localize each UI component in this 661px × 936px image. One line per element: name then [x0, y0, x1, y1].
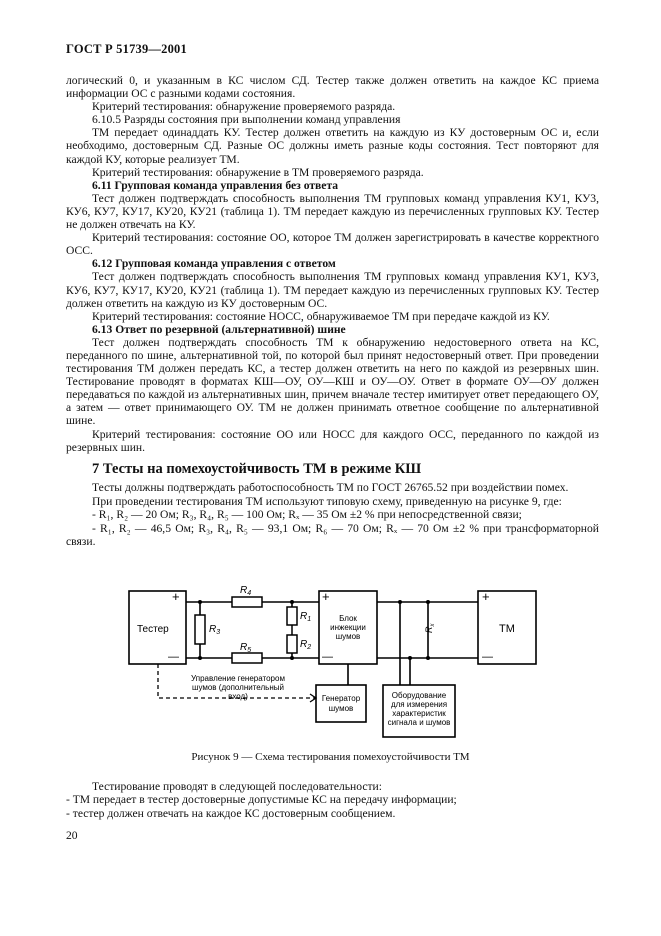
paragraph: ТМ передает одинаддать КУ. Тестер должен ответить на каждую из КУ достоверным ОС и, если необходимо, достоверным СД. Разные ОС должны иметь разные коды состояния. Тест повторяют для каждой КУ, которые реализует ТМ.: [66, 126, 599, 166]
injector-plus: +: [322, 589, 330, 604]
paragraph: При проведении тестирования ТМ используют типовую схему, приведенную на рисунке 9, где:: [92, 494, 562, 508]
list-item: - R₁, R₂ — 20 Ом; R₃, R₄, R₅ — 100 Ом; Rₓ — 35 Ом ±2 % при непосредственной связи;: [92, 508, 522, 522]
tester-minus: —: [168, 651, 179, 663]
injector-label-2: инжекции: [330, 623, 366, 632]
paragraph: Критерий тестирования: обнаружение проверяемого разряда.: [92, 100, 396, 114]
list-item: - R₁, R₂ — 46,5 Ом; R₃, R₄, R₅ — 93,1 Ом; R₆ — 70 Ом; Rₓ — 70 Ом ±2 % при трансформаторной связи.: [66, 521, 599, 549]
r4-label: $R_4$: [240, 585, 252, 597]
section-heading-7: 7 Тесты на помехоустойчивость ТМ в режиме КШ: [92, 461, 422, 477]
equipment-label-1: Оборудование: [391, 691, 447, 700]
tester-plus: +: [172, 589, 180, 604]
control-label-2: шумов (дополнительный: [192, 683, 284, 692]
body-bottom: [66, 780, 599, 820]
paragraph: Критерий тестирования: состояние НОСС, обнаруживаемое ТМ при передаче каждой из КУ.: [92, 309, 550, 323]
section-heading-6-13: 6.13 Ответ по резервной (альтернативной) шине: [92, 322, 346, 336]
equipment-label-2: для измерения: [390, 700, 448, 709]
paragraph: Тест должен подтверждать способность ТМ к обнаружению недостоверного ответа на КС, переданного по шине, альтернативной той, по которой был принят недостоверный ответ. При проведении тестирования ТМ должен передать КС, а тестер должен ответить на него по каждой из резервных шин. Тестирование проводят в форматах КШ—ОУ, ОУ—КШ и ОУ—ОУ. Ответ в формате ОУ—ОУ должен передаваться по каждой из альтернативных шин, причем вначале тестер имитирует ответ передающего ОУ, а затем — ответ принимающего ОУ. ТМ не должен принимать ответное сообщение по альтернативной шине.: [66, 335, 599, 428]
figure-9-schematic: [120, 580, 560, 740]
rx-label: $R_x$: [424, 623, 436, 633]
subsection-title: 6.10.5 Разряды состояния при выполнении команд управления: [92, 113, 401, 127]
tester-label: Тестер: [137, 624, 169, 635]
injector-label-1: Блок: [339, 614, 357, 623]
paragraph: Критерий тестирования: состояние ОО или НОСС для каждого ОСС, переданного по каждой из резервных шин.: [66, 427, 599, 454]
list-item: - ТМ передает в тестер достоверные допустимые КС на передачу информации;: [66, 793, 457, 807]
page-number: 20: [66, 829, 78, 842]
resistor-r5: [232, 653, 262, 663]
paragraph: Тест должен подтверждать способность выполнения ТМ групповых команд управления КУ1, КУ3, КУ6, КУ7, КУ17, КУ20, КУ21 (таблица 1). ТМ передает каждую из перечисленных групповых КУ. Тестер должен ответить на каждую из КУ достоверным ОС.: [66, 270, 599, 310]
section-heading-6-11: 6.11 Групповая команда управления без ответа: [92, 178, 339, 192]
generator-label-1: Генератор: [321, 694, 361, 703]
body-section7: [66, 481, 599, 549]
tm-plus: +: [482, 589, 490, 604]
injector-label-3: шумов: [335, 632, 361, 641]
paragraph: Тестирование проводят в следующей последовательности:: [92, 780, 382, 793]
injector-minus: —: [322, 651, 333, 663]
section-heading-6-12: 6.12 Групповая команда управления с ответом: [92, 257, 336, 271]
figure-caption: Рисунок 9 — Схема тестирования помехоустойчивости ТМ: [191, 751, 470, 763]
control-label-3: вход): [228, 692, 248, 701]
paragraph: Тесты должны подтверждать работоспособность ТМ по ГОСТ 26765.52 при воздействии помех.: [92, 481, 569, 494]
list-item: - тестер должен отвечать на каждое КС достоверным сообщением.: [66, 806, 396, 820]
paragraph: Тест должен подтверждать способность выполнения ТМ групповых команд управления КУ1, КУ3, КУ6, КУ7, КУ17, КУ20, КУ21 (таблица 1). ТМ передает каждую из перечисленных групповых КУ. Тестер не должен отвечать на КУ.: [66, 191, 599, 232]
resistor-r4: [232, 597, 262, 607]
r1-label: $R_1$: [300, 611, 312, 623]
body-top: [66, 74, 599, 454]
running-header: ГОСТ Р 51739—2001: [66, 42, 187, 56]
paragraph: Критерий тестирования: обнаружение в ТМ проверяемого разряда.: [92, 165, 424, 179]
r5-label: $R_5$: [240, 642, 252, 654]
resistor-r1: [287, 607, 297, 625]
resistor-r2: [287, 635, 297, 653]
r3-label: $R_3$: [209, 624, 221, 636]
resistor-r3: [195, 615, 205, 644]
paragraph: логический 0, и указанным в КС числом СД. Тестер также должен ответить на каждое КС приема информации ОС с разными кодами состояния.: [66, 74, 599, 101]
control-label-1: Управление генератором: [191, 674, 285, 683]
r2-label: $R_2$: [300, 639, 312, 651]
tm-minus: —: [482, 651, 493, 663]
paragraph: Критерий тестирования: состояние ОО, которое ТМ должен зарегистрировать в качестве корректного ОСС.: [66, 231, 599, 258]
tm-label: ТМ: [499, 623, 515, 635]
generator-label-2: шумов: [328, 704, 354, 713]
equipment-label-3: характеристик: [392, 709, 446, 718]
equipment-label-4: сигнала и шумов: [387, 718, 451, 727]
